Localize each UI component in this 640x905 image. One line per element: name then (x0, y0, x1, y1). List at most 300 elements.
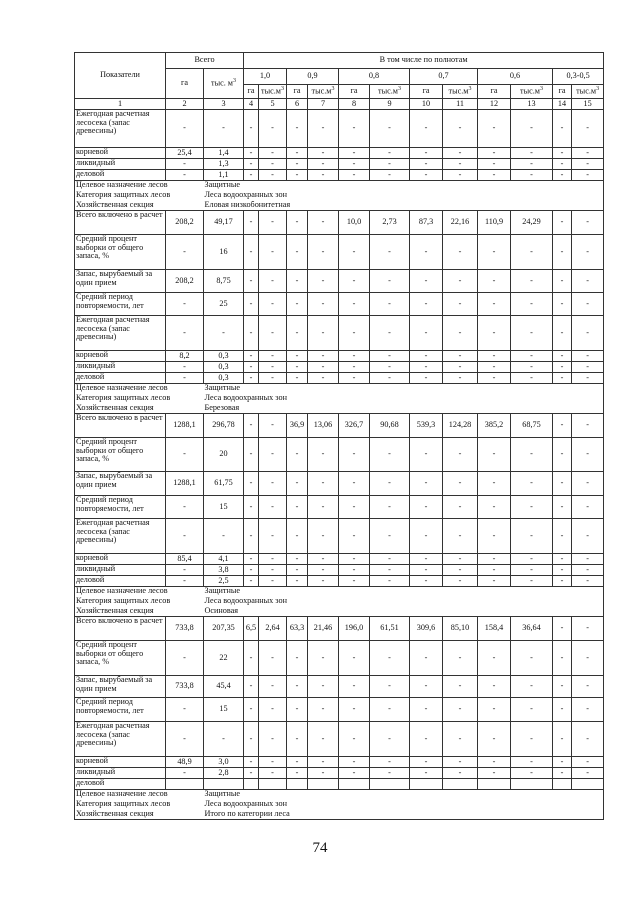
table-cell: - (410, 496, 443, 519)
row-label: ликвидный (75, 768, 166, 779)
row-label: корневой (75, 148, 166, 159)
table-cell: - (259, 722, 287, 757)
table-cell: - (166, 641, 204, 676)
table-cell: - (339, 438, 370, 472)
header-density-5: 0,6 (478, 69, 553, 85)
table-cell: - (370, 351, 410, 362)
table-row (75, 362, 604, 373)
table-cell: 90,68 (370, 414, 410, 438)
table-cell: - (339, 148, 370, 159)
table-cell: - (553, 641, 572, 676)
table-cell: - (478, 757, 511, 768)
table-cell: - (259, 211, 287, 235)
section-info-key: Категория защитных лесов (75, 394, 204, 404)
section-info-value: Защитные (204, 587, 604, 597)
column-number: 12 (478, 99, 511, 110)
table-cell: - (572, 373, 604, 384)
table-cell: - (553, 438, 572, 472)
table-cell: - (370, 768, 410, 779)
table-cell: - (511, 110, 553, 148)
table-cell: 296,78 (204, 414, 244, 438)
table-cell: 1,1 (204, 170, 244, 181)
table-cell: - (259, 414, 287, 438)
table-row (75, 698, 604, 722)
table-cell: - (572, 554, 604, 565)
table-cell: - (511, 722, 553, 757)
table-cell: - (478, 438, 511, 472)
table-cell: - (308, 438, 339, 472)
table-cell: - (259, 235, 287, 270)
table-cell: 61,51 (370, 617, 410, 641)
table-cell: - (410, 641, 443, 676)
table-cell: - (443, 698, 478, 722)
table-cell: 539,3 (410, 414, 443, 438)
table-cell: - (370, 576, 410, 587)
table-cell: - (339, 472, 370, 496)
header-density-6: 0,3-0,5 (553, 69, 604, 85)
table-cell: 85,4 (166, 554, 204, 565)
table-cell: - (259, 554, 287, 565)
table-cell: - (339, 519, 370, 554)
table-cell: - (259, 641, 287, 676)
header-column-numbers (75, 99, 604, 110)
table-cell: - (478, 698, 511, 722)
table-cell: - (287, 554, 308, 565)
section-info-row (75, 384, 604, 394)
table-cell: - (287, 496, 308, 519)
table-cell: 3,8 (204, 565, 244, 576)
table-cell: - (553, 373, 572, 384)
table-cell: - (410, 110, 443, 148)
table-cell: - (511, 170, 553, 181)
table-cell: - (339, 373, 370, 384)
table-cell: - (244, 519, 259, 554)
table-cell: 8,75 (204, 270, 244, 293)
table-cell: - (511, 576, 553, 587)
table-cell: - (308, 676, 339, 698)
row-label: деловой (75, 576, 166, 587)
table-cell: - (572, 414, 604, 438)
section-info-key: Хозяйственная секция (75, 201, 204, 211)
row-label: ликвидный (75, 565, 166, 576)
table-cell (370, 779, 410, 790)
table-cell: - (553, 472, 572, 496)
table-cell: - (244, 235, 259, 270)
table-cell: - (478, 170, 511, 181)
table-cell: - (339, 576, 370, 587)
table-cell: - (553, 496, 572, 519)
table-cell: - (370, 293, 410, 316)
table-cell: - (511, 496, 553, 519)
table-cell (204, 779, 244, 790)
table-cell: - (511, 362, 553, 373)
table-cell: - (287, 722, 308, 757)
table-cell: - (166, 235, 204, 270)
table-cell: - (572, 159, 604, 170)
header-unit-ha: га (339, 85, 370, 99)
section-info-value: Защитные (204, 181, 604, 191)
table-cell: - (339, 362, 370, 373)
table-cell: - (244, 373, 259, 384)
table-row (75, 438, 604, 472)
page-number: 74 (312, 840, 328, 856)
forest-allowance-table (74, 52, 604, 820)
section-info-key: Целевое назначение лесов (75, 587, 204, 597)
row-label: Ежегодная расчетная лесосека (запас древесины) (75, 519, 166, 554)
table-cell: - (259, 110, 287, 148)
table-cell: - (339, 270, 370, 293)
table-cell: - (478, 554, 511, 565)
table-cell: - (443, 519, 478, 554)
table-cell: - (553, 722, 572, 757)
table-cell: - (259, 438, 287, 472)
table-row (75, 211, 604, 235)
header-total-ha: га (166, 69, 204, 99)
section-info-key: Хозяйственная секция (75, 404, 204, 414)
table-cell: - (553, 148, 572, 159)
section-info-value: Леса водоохранных зон (204, 394, 604, 404)
table-cell: - (244, 757, 259, 768)
table-cell: - (259, 159, 287, 170)
header-total: Всего (166, 53, 244, 69)
table-cell: - (308, 641, 339, 676)
column-number: 11 (443, 99, 478, 110)
table-cell (287, 779, 308, 790)
table-cell: - (443, 676, 478, 698)
row-label: Всего включено в расчет (75, 211, 166, 235)
table-cell: - (287, 293, 308, 316)
table-cell: - (259, 757, 287, 768)
table-cell: - (410, 768, 443, 779)
section-info-row (75, 607, 604, 617)
table-cell: - (287, 110, 308, 148)
table-cell: 49,17 (204, 211, 244, 235)
header-unit-volume-text: тыс.м (378, 87, 398, 97)
header-unit-ha: га (410, 85, 443, 99)
table-cell: 196,0 (339, 617, 370, 641)
table-cell: - (287, 519, 308, 554)
table-cell: - (553, 293, 572, 316)
column-number: 7 (308, 99, 339, 110)
table-cell: - (511, 316, 553, 351)
table-cell: - (204, 722, 244, 757)
table-cell: - (287, 576, 308, 587)
table-cell: - (166, 565, 204, 576)
table-cell: - (287, 698, 308, 722)
column-number: 14 (553, 99, 572, 110)
table-cell: - (308, 316, 339, 351)
table-cell: 4,1 (204, 554, 244, 565)
row-label: Всего включено в расчет (75, 617, 166, 641)
table-cell: - (511, 768, 553, 779)
row-label: деловой (75, 373, 166, 384)
row-label: Ежегодная расчетная лесосека (запас древесины) (75, 316, 166, 351)
row-label: ликвидный (75, 362, 166, 373)
table-cell: - (308, 698, 339, 722)
row-label: Средний период повторяемости, лет (75, 293, 166, 316)
table-cell: - (443, 316, 478, 351)
table-cell: - (511, 159, 553, 170)
table-cell: 61,75 (204, 472, 244, 496)
table-cell: 2,5 (204, 576, 244, 587)
table-row (75, 472, 604, 496)
table-cell: - (308, 757, 339, 768)
table-cell: 8,2 (166, 351, 204, 362)
table-row (75, 641, 604, 676)
table-cell: - (166, 110, 204, 148)
table-cell: - (553, 676, 572, 698)
table-cell: - (443, 576, 478, 587)
column-number: 13 (511, 99, 553, 110)
table-cell: - (244, 496, 259, 519)
table-cell: 1,4 (204, 148, 244, 159)
table-cell: - (308, 170, 339, 181)
table-cell: - (259, 576, 287, 587)
table-cell (443, 779, 478, 790)
table-cell: - (308, 565, 339, 576)
row-label: Средний процент выборки от общего запаса, % (75, 641, 166, 676)
table-cell: - (478, 472, 511, 496)
header-unit-volume: $тыс.м^3$ (443, 85, 478, 99)
header-unit-volume: $тыс.м^3$ (511, 85, 553, 99)
header-including: В том числе по полнотам (244, 53, 604, 69)
table-cell: - (259, 768, 287, 779)
row-label: Средний период повторяемости, лет (75, 698, 166, 722)
header-density-1: 1,0 (244, 69, 287, 85)
table-cell: 208,2 (166, 270, 204, 293)
row-label: корневой (75, 351, 166, 362)
table-cell: - (339, 641, 370, 676)
table-cell (259, 779, 287, 790)
table-row (75, 293, 604, 316)
table-cell: - (410, 472, 443, 496)
table-cell: - (244, 676, 259, 698)
table-cell: - (308, 110, 339, 148)
table-cell: - (308, 351, 339, 362)
table-cell: - (553, 576, 572, 587)
table-cell: - (244, 211, 259, 235)
table-cell: - (511, 270, 553, 293)
table-row (75, 373, 604, 384)
table-cell: - (478, 565, 511, 576)
table-cell: 21,46 (308, 617, 339, 641)
table-row (75, 519, 604, 554)
table-cell: - (370, 757, 410, 768)
table-cell: - (308, 293, 339, 316)
row-label: Средний процент выборки от общего запаса, % (75, 438, 166, 472)
table-cell: - (572, 519, 604, 554)
table-cell: 3,0 (204, 757, 244, 768)
table-cell: - (244, 148, 259, 159)
table-cell: - (287, 768, 308, 779)
section-info-value: Защитные (204, 384, 604, 394)
table-cell: - (443, 641, 478, 676)
section-info-row (75, 181, 604, 191)
table-cell: 326,7 (339, 414, 370, 438)
table-row (75, 722, 604, 757)
table-cell: - (553, 211, 572, 235)
header-unit-ha: га (478, 85, 511, 99)
row-label: Всего включено в расчет (75, 414, 166, 438)
table-cell: - (572, 722, 604, 757)
table-cell: - (572, 293, 604, 316)
table-cell: - (166, 373, 204, 384)
table-body (75, 110, 604, 820)
table-cell: 68,75 (511, 414, 553, 438)
table-cell: - (370, 362, 410, 373)
header-unit-volume: $тыс.м^3$ (308, 85, 339, 99)
table-cell: - (443, 722, 478, 757)
table-cell: - (443, 373, 478, 384)
table-cell: - (572, 698, 604, 722)
table-cell: 45,4 (204, 676, 244, 698)
table-cell: - (244, 316, 259, 351)
table-cell: - (287, 373, 308, 384)
table-cell: - (443, 472, 478, 496)
table-cell: - (244, 414, 259, 438)
table-cell: - (410, 362, 443, 373)
table-cell: - (287, 316, 308, 351)
table-cell: - (244, 351, 259, 362)
table-cell: - (308, 519, 339, 554)
table-cell: - (259, 472, 287, 496)
table-cell: - (443, 351, 478, 362)
table-cell: - (511, 293, 553, 316)
table-cell: - (287, 170, 308, 181)
table-cell: - (287, 270, 308, 293)
table-cell: - (572, 148, 604, 159)
table-cell: 2,64 (259, 617, 287, 641)
table-cell: - (259, 519, 287, 554)
row-label: Запас, вырубаемый за один прием (75, 676, 166, 698)
table-cell: - (166, 362, 204, 373)
table-cell: - (478, 373, 511, 384)
header-unit-ha: га (553, 85, 572, 99)
section-info-value: Итого по категории леса (204, 810, 604, 820)
table-cell: - (553, 235, 572, 270)
table-cell: - (259, 293, 287, 316)
section-info-row (75, 597, 604, 607)
section-info-row (75, 587, 604, 597)
table-cell: - (370, 438, 410, 472)
table-cell: - (244, 472, 259, 496)
table-cell: - (339, 159, 370, 170)
table-cell: - (244, 722, 259, 757)
table-cell: - (478, 148, 511, 159)
table-cell: - (478, 159, 511, 170)
table-cell: - (204, 110, 244, 148)
table-cell: - (572, 565, 604, 576)
section-info-row (75, 790, 604, 800)
table-cell: 36,64 (511, 617, 553, 641)
table-row (75, 170, 604, 181)
section-info-value: Еловая низкобонитетная (204, 201, 604, 211)
table-row (75, 110, 604, 148)
table-cell: - (410, 351, 443, 362)
table-cell: - (410, 554, 443, 565)
table-cell: - (478, 676, 511, 698)
table-cell: - (166, 293, 204, 316)
table-cell: - (572, 362, 604, 373)
table-cell: - (511, 148, 553, 159)
table-cell: - (339, 351, 370, 362)
row-label: ликвидный (75, 159, 166, 170)
table-cell: - (553, 351, 572, 362)
table-cell: 25 (204, 293, 244, 316)
table-cell: - (553, 698, 572, 722)
column-number: 9 (370, 99, 410, 110)
table-cell: - (244, 170, 259, 181)
header-total-volume: тыс. $м^3$ (204, 69, 244, 99)
table-cell: - (204, 519, 244, 554)
table-cell: - (370, 170, 410, 181)
table-cell: - (339, 293, 370, 316)
table-cell: - (244, 565, 259, 576)
table-cell: 385,2 (478, 414, 511, 438)
table-cell: 0,3 (204, 362, 244, 373)
table-cell: - (511, 438, 553, 472)
table-cell: - (259, 170, 287, 181)
header-unit-volume-text: тыс.м (520, 87, 540, 97)
table-cell: 22 (204, 641, 244, 676)
table-cell (339, 779, 370, 790)
table-cell (166, 779, 204, 790)
table-cell: - (511, 565, 553, 576)
table-cell: - (244, 768, 259, 779)
header-indicators: Показатели (75, 53, 166, 99)
table-cell: - (511, 472, 553, 496)
table-cell: - (308, 554, 339, 565)
table-cell (511, 779, 553, 790)
table-cell: - (244, 293, 259, 316)
table-cell: - (259, 148, 287, 159)
table-cell: - (410, 373, 443, 384)
table-cell: - (478, 270, 511, 293)
table-cell: 1,3 (204, 159, 244, 170)
table-cell: - (166, 496, 204, 519)
table-cell: - (443, 159, 478, 170)
column-number: 2 (166, 99, 204, 110)
section-info-row (75, 201, 604, 211)
table-cell: - (308, 373, 339, 384)
row-label: Запас, вырубаемый за один прием (75, 472, 166, 496)
table-cell: - (259, 676, 287, 698)
table-cell: - (287, 148, 308, 159)
table-cell: - (478, 362, 511, 373)
table-cell: - (339, 496, 370, 519)
table-cell: - (259, 373, 287, 384)
table-cell: - (572, 496, 604, 519)
table-cell: - (443, 293, 478, 316)
section-info-value: Осиновая (204, 607, 604, 617)
table-cell: - (410, 676, 443, 698)
table-cell: - (572, 472, 604, 496)
table-cell: 20 (204, 438, 244, 472)
header-unit-ha: га (287, 85, 308, 99)
table-cell: - (166, 519, 204, 554)
table-cell: - (259, 698, 287, 722)
table-cell: 733,8 (166, 617, 204, 641)
column-number: 4 (244, 99, 259, 110)
row-label: Средний процент выборки от общего запаса, % (75, 235, 166, 270)
table-cell: - (478, 768, 511, 779)
table-cell: - (478, 235, 511, 270)
table-cell (553, 779, 572, 790)
section-info-value: Защитные (204, 790, 604, 800)
table-cell: - (553, 768, 572, 779)
table-cell: - (308, 576, 339, 587)
table-cell: - (443, 270, 478, 293)
